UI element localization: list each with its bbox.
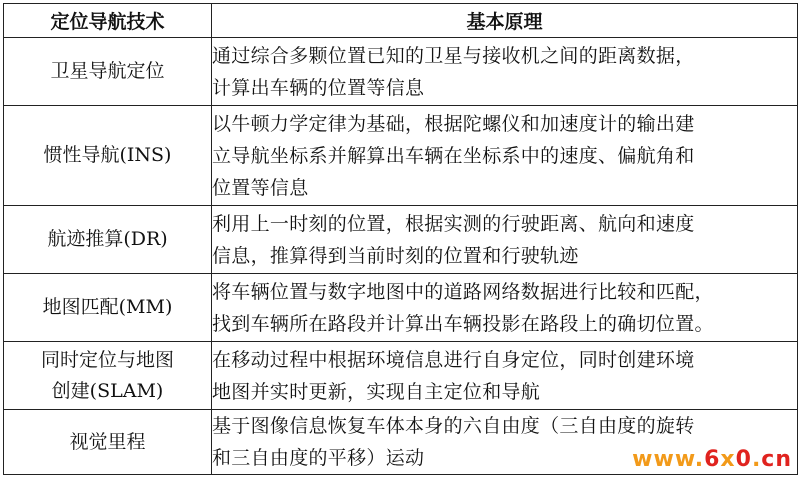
header-principle: 基本原理 (212, 4, 798, 38)
table-row (4, 106, 798, 206)
principle-line: 通过综合多颗位置已知的卫星与接收机之间的距离数据， (212, 44, 695, 67)
principle-line: 将车辆位置与数字地图中的道路网络数据进行比较和匹配， (212, 280, 714, 303)
principle-line: 基于图像信息恢复车体本身的六自由度（三自由度的旋转 (212, 415, 695, 437)
principle-cell (212, 106, 798, 206)
technology-name: 视觉里程 (69, 430, 146, 453)
watermark-zero: 0 (735, 447, 752, 472)
principle-line: 计算出车辆的位置等信息 (212, 76, 425, 99)
principle-line: 在移动过程中根据环境信息进行自身定位，同时创建环境 (212, 348, 695, 371)
technology-name: 创建(SLAM) (51, 379, 164, 402)
technology-cell (4, 410, 212, 475)
principle-line: 位置等信息 (212, 176, 309, 199)
principle-line: 地图并实时更新，实现自主定位和导航 (212, 380, 541, 403)
principle-line: 和三自由度的平移）运动 (212, 447, 425, 469)
header-row (4, 4, 798, 38)
table-row (4, 38, 798, 106)
principle-line: 信息，推算得到当前时刻的位置和行驶轨迹 (212, 244, 579, 267)
table-row (4, 274, 798, 342)
technology-cell (4, 206, 212, 274)
table-row (4, 206, 798, 274)
watermark-dot: . (694, 447, 705, 472)
principle-line: 利用上一时刻的位置，根据实测的行驶距离、航向和速度 (212, 212, 695, 235)
principle-line: 以牛顿力学定律为基础，根据陀螺仪和加速度计的输出建 (212, 112, 695, 135)
technology-cell (4, 38, 212, 106)
technology-cell (4, 274, 212, 342)
technology-name: 卫星导航定位 (50, 60, 165, 82)
principle-line: 立导航坐标系并解算出车辆在坐标系中的速度、偏航角和 (212, 144, 695, 167)
watermark-six: 6 (704, 447, 721, 472)
table-row (4, 342, 798, 410)
technology-cell (4, 342, 212, 410)
technology-cell (4, 106, 212, 206)
technology-table (3, 3, 798, 475)
watermark-cn: cn (761, 447, 792, 472)
technology-name: 航迹推算(DR) (47, 228, 168, 250)
watermark-www: www (632, 447, 695, 472)
watermark-dot: . (751, 447, 762, 472)
technology-name: 惯性导航(INS) (43, 144, 172, 166)
principle-line: 找到车辆所在路段并计算出车辆投影在路段上的确切位置。 (212, 312, 714, 335)
principle-cell (212, 38, 798, 106)
header-technology: 定位导航技术 (4, 4, 212, 38)
principle-cell (212, 342, 798, 410)
technology-name: 地图匹配(MM) (42, 296, 173, 318)
principle-cell (212, 206, 798, 274)
principle-cell (212, 274, 798, 342)
technology-name: 同时定位与地图 (40, 348, 174, 371)
watermark-x: x (720, 447, 736, 472)
site-watermark (632, 447, 792, 472)
